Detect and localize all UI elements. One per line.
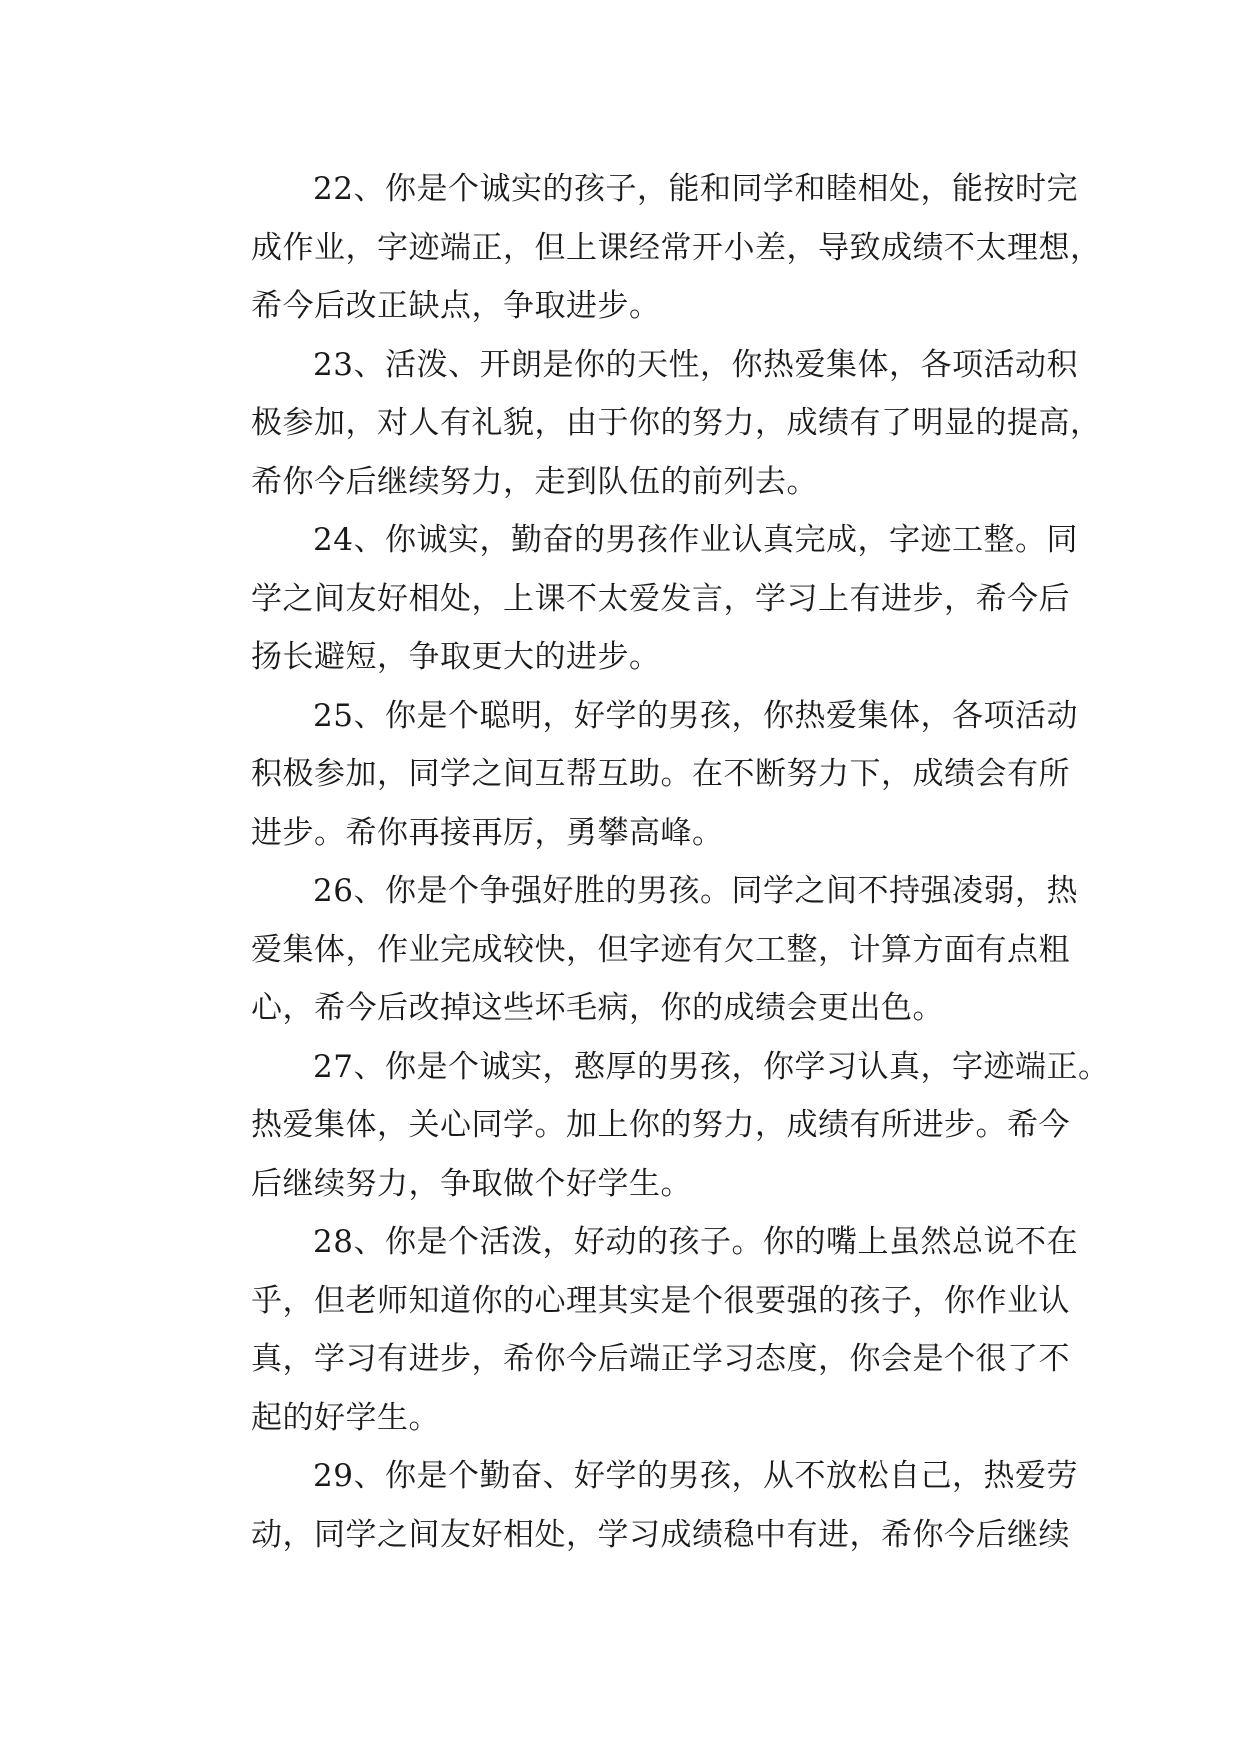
text-line: 27、你是个诚实，憨厚的男孩，你学习认真，字迹端正。 [313,1048,1110,1085]
text-line: 25、你是个聪明，好学的男孩，你热爱集体，各项活动 [313,697,1078,734]
text-line: 真，学习有进步，希你今后端正学习态度，你会是个很了不 [251,1341,1070,1377]
text-line: 后继续努力，争取做个好学生。 [251,1165,692,1202]
text-line: 学之间友好相处，上课不太爱发言，学习上有进步，希今后 [251,580,1070,617]
text-line: 希今后改正缺点，争取进步。 [251,288,661,324]
text-line: 26、你是个争强好胜的男孩。同学之间不持强凌弱，热 [313,873,1078,909]
text-line: 扬长避短，争取更大的进步。 [251,639,661,675]
comment-paragraph-25 [189,687,1078,863]
document-body [189,160,1110,1564]
comment-paragraph-24 [189,511,1078,687]
text-line: 起的好学生。 [251,1399,440,1436]
text-line: 心，希今后改掉这些坏毛病，你的成绩会更出色。 [251,990,944,1026]
text-line: 22、你是个诚实的孩子，能和同学和睦相处，能按时完 [313,171,1078,207]
text-line: 积极参加，同学之间互帮互助。在不断努力下，成绩会有所 [251,756,1070,792]
text-line: 24、你诚实，勤奋的男孩作业认真完成，字迹工整。同 [313,522,1078,558]
text-line: 乎，但老师知道你的心理其实是个很要强的孩子，你作业认 [251,1282,1070,1319]
text-line: 动，同学之间友好相处，学习成绩稳中有进，希你今后继续 [251,1516,1070,1553]
comment-paragraph-28 [189,1213,1078,1447]
comment-paragraph-26 [189,862,1078,1038]
text-line: 爱集体，作业完成较快，但字迹有欠工整，计算方面有点粗 [251,931,1070,968]
comment-paragraph-29 [189,1447,1078,1564]
text-line: 进步。希你再接再厉，勇攀高峰。 [251,814,724,851]
comment-paragraph-23 [189,336,1102,512]
comment-paragraph-22 [189,160,1102,336]
text-line: 23、活泼、开朗是你的天性，你热爱集体，各项活动积 [313,346,1078,383]
comment-paragraph-27 [189,1038,1110,1214]
text-line: 28、你是个活泼，好动的孩子。你的嘴上虽然总说不在 [313,1224,1078,1260]
text-line: 成作业，字迹端正，但上课经常开小差，导致成绩不太理想， [251,229,1102,266]
text-line: 希你今后继续努力，走到队伍的前列去。 [251,463,818,500]
text-line: 29、你是个勤奋、好学的男孩，从不放松自己，热爱劳 [313,1458,1078,1494]
text-line: 热爱集体，关心同学。加上你的努力，成绩有所进步。希今 [251,1107,1070,1143]
text-line: 极参加，对人有礼貌，由于你的努力，成绩有了明显的提高， [251,405,1102,441]
